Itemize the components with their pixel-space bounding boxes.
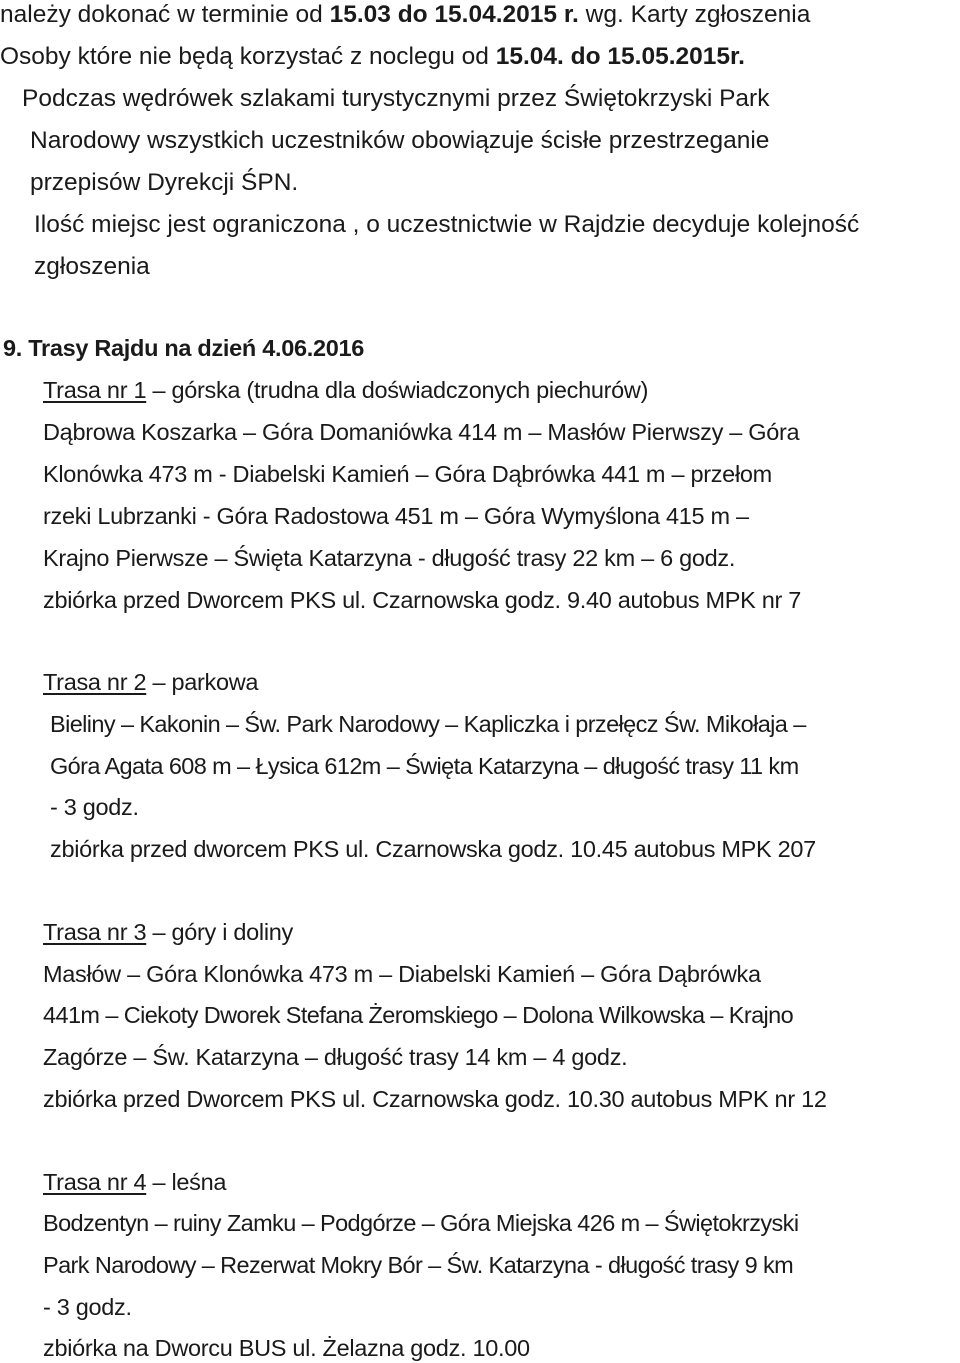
route-1-line-1: Dąbrowa Koszarka – Góra Domaniówka 414 m – Masłów Pierwszy – Góra (43, 419, 800, 445)
route-3-name: Trasa nr 3 (43, 919, 147, 945)
route-2-line-2: Góra Agata 608 m – Łysica 612m – Święta Katarzyna – długość trasy 11 km (50, 753, 799, 779)
route-1-meeting: zbiórka przed Dworcem PKS ul. Czarnowska godz. 9.40 autobus MPK nr 7 (43, 587, 802, 613)
route-3-meeting: zbiórka przed Dworcem PKS ul. Czarnowska godz. 10.30 autobus MPK nr 12 (43, 1086, 827, 1112)
route-3-line-3: Zagórze – Św. Katarzyna – długość trasy 14 km – 4 godz. (43, 1044, 628, 1070)
route-1-line-4: Krajno Pierwsze – Święta Katarzyna - długość trasy 22 km – 6 godz. (43, 545, 736, 571)
route-2-name: Trasa nr 2 (43, 669, 147, 695)
route-4-line-2: Park Narodowy – Rezerwat Mokry Bór – Św. Katarzyna - długość trasy 9 km (43, 1252, 794, 1278)
route-4-name: Trasa nr 4 (43, 1169, 147, 1195)
route-4-meeting: zbiórka na Dworcu BUS ul. Żelazna godz. 10.00 (43, 1335, 530, 1361)
route-1-name: Trasa nr 1 (43, 377, 147, 403)
route-3-header (43, 917, 293, 947)
route-3-line-1: Masłów – Góra Klonówka 473 m – Diabelski Kamień – Góra Dąbrówka (43, 961, 761, 987)
route-4-line-3: - 3 godz. (43, 1294, 132, 1320)
park-rules-line-1: Podczas wędrówek szlakami turystycznymi przez Świętokrzyski Park (22, 85, 770, 112)
route-1-desc: – górska (trudna dla doświadczonych piechurów) (146, 377, 649, 403)
text-fragment: należy dokonać w terminie od (0, 1, 330, 28)
date-range-bold: 15.04. do 15.05.2015r. (495, 43, 745, 70)
section-heading: 9. Trasy Rajdu na dzień 4.06.2016 (3, 335, 365, 361)
route-2-desc: – parkowa (146, 669, 259, 695)
park-rules-line-2: Narodowy wszystkich uczestników obowiązuje ścisłe przestrzeganie (30, 127, 770, 154)
route-1-header (43, 375, 648, 405)
limited-places-line-2: zgłoszenia (34, 253, 150, 280)
text-fragment: Osoby które nie będą korzystać z noclegu od (0, 43, 496, 70)
park-rules-line-3: przepisów Dyrekcji ŚPN. (30, 169, 299, 196)
limited-places-line-1: Ilość miejsc jest ograniczona , o uczestnictwie w Rajdzie decyduje kolejność (34, 211, 860, 238)
route-3-desc: – góry i doliny (146, 919, 293, 945)
route-2-meeting: zbiórka przed dworcem PKS ul. Czarnowska godz. 10.45 autobus MPK 207 (50, 836, 816, 862)
text-fragment: wg. Karty zgłoszenia (578, 1, 811, 28)
route-4-desc: – leśna (146, 1169, 227, 1195)
date-range-bold: 15.03 do 15.04.2015 r. (329, 1, 579, 28)
route-4-header (43, 1167, 226, 1197)
route-1-line-2: Klonówka 473 m - Diabelski Kamień – Góra Dąbrówka 441 m – przełom (43, 461, 772, 487)
route-2-line-3: - 3 godz. (50, 794, 139, 820)
route-1-line-3: rzeki Lubrzanki - Góra Radostowa 451 m – Góra Wymyślona 415 m – (43, 503, 749, 529)
route-2-header (43, 667, 258, 697)
no-accommodation-line (0, 42, 745, 72)
registration-deadline-line (0, 0, 810, 30)
route-3-line-2: 441m – Ciekoty Dworek Stefana Żeromskiego – Dolona Wilkowska – Krajno (43, 1002, 794, 1028)
route-2-line-1: Bieliny – Kakonin – Św. Park Narodowy – Kapliczka i przełęcz Św. Mikołaja – (50, 711, 806, 737)
route-4-line-1: Bodzentyn – ruiny Zamku – Podgórze – Góra Miejska 426 m – Świętokrzyski (43, 1210, 799, 1236)
